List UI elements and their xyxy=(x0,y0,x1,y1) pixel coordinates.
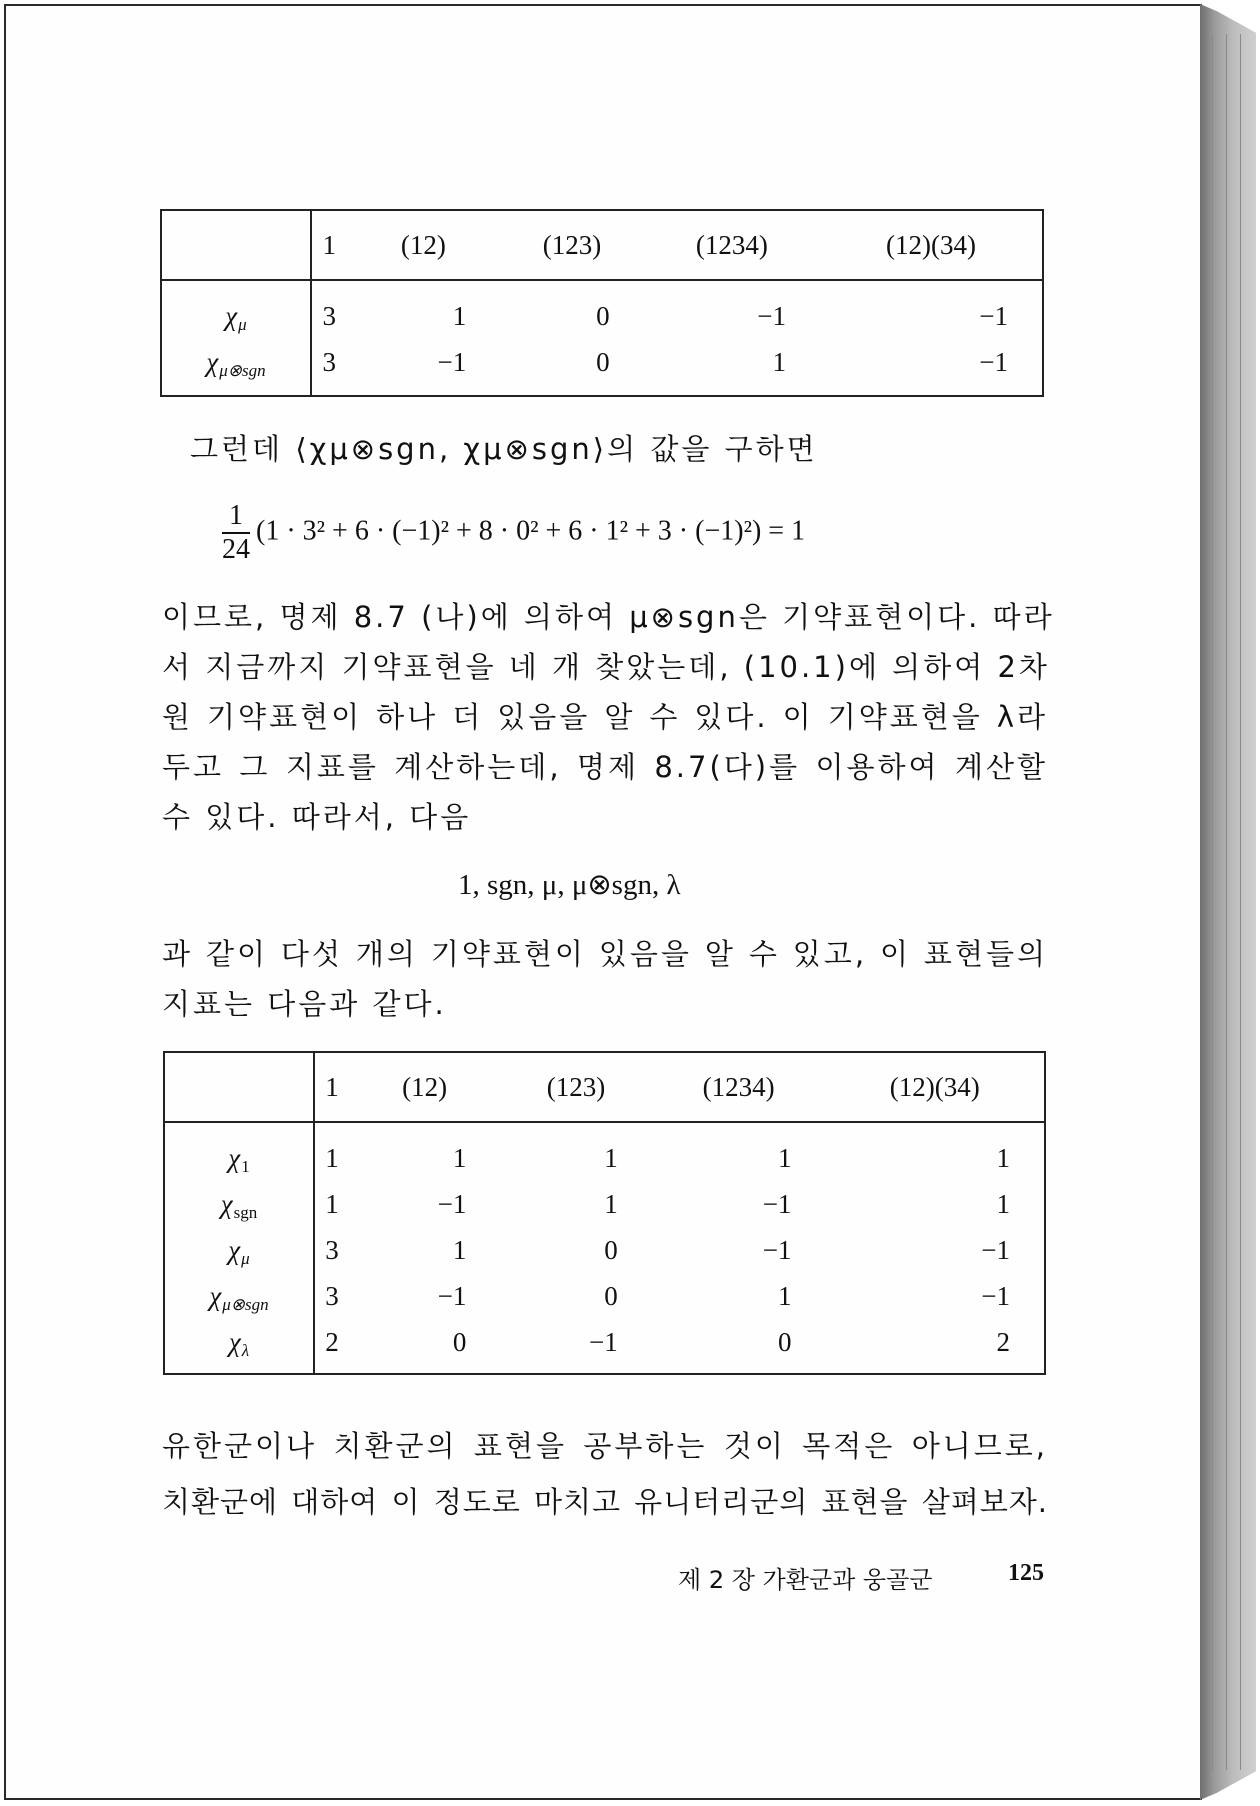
row-label: χsgn xyxy=(164,1181,314,1227)
table-cell: −1 xyxy=(589,1326,618,1357)
table-cell: −1 xyxy=(437,1280,467,1311)
row-label: χμ xyxy=(161,280,311,339)
equation-body: (1 · 3² + 6 · (−1)² + 8 · 0² + 6 · 1² + 3 · (−1)²) = 1 xyxy=(256,515,806,547)
text-line: 치환군에 대하여 이 정도로 마치고 유니터리군의 표현을 살펴보자. xyxy=(162,1485,1048,1519)
fraction-denominator: 24 xyxy=(222,534,250,565)
table-cell: −1 xyxy=(979,346,1008,377)
table-cell: −1 xyxy=(757,300,787,331)
table-row xyxy=(164,1181,1045,1227)
row-label: χλ xyxy=(164,1319,314,1374)
table-header-row xyxy=(161,210,1043,280)
table-cell: 1 xyxy=(325,1188,339,1219)
table-cell: 0 xyxy=(604,1234,618,1265)
column-header: (12) xyxy=(347,210,501,280)
row-label: χμ xyxy=(164,1227,314,1273)
column-header: (12)(34) xyxy=(820,210,1043,280)
table-row xyxy=(164,1122,1045,1181)
table-cell: 1 xyxy=(996,1188,1010,1219)
text-line: 이므로, 명제 8.7 (나)에 의하여 μ⊗sgn은 기약표현이다. 따라 xyxy=(162,600,1055,634)
table-cell: 0 xyxy=(596,300,610,331)
corner-cell xyxy=(161,210,311,280)
paragraph-closing xyxy=(162,1418,1048,1530)
table-cell: 1 xyxy=(452,1234,467,1265)
text-line: 서 지금까지 기약표현을 네 개 찾았는데, (10.1)에 의하여 2차 xyxy=(162,650,1050,684)
text-line: 지표는 다음과 같다. xyxy=(162,987,447,1021)
table-cell: 1 xyxy=(452,1142,467,1173)
table-cell: −1 xyxy=(981,1280,1010,1311)
table-cell: −1 xyxy=(762,1234,792,1265)
page-number: 125 xyxy=(1008,1560,1044,1586)
table-cell: −1 xyxy=(437,1188,467,1219)
column-header: (12) xyxy=(349,1052,500,1122)
table-cell: 1 xyxy=(604,1188,618,1219)
table-cell: −1 xyxy=(981,1234,1010,1265)
table-cell: 1 xyxy=(777,1280,792,1311)
table-header-row xyxy=(164,1052,1045,1122)
table-cell: 3 xyxy=(325,1280,339,1311)
column-header: (1234) xyxy=(644,210,820,280)
table-cell: 1 xyxy=(604,1142,618,1173)
column-header: 1 xyxy=(311,210,347,280)
text-line: 수 있다. 따라서, 다음 xyxy=(162,800,472,834)
table-row xyxy=(161,280,1043,339)
table-cell: 3 xyxy=(322,300,337,331)
representation-list: 1, sgn, μ, μ⊗sgn, λ xyxy=(458,869,681,901)
table-cell: 0 xyxy=(452,1326,467,1357)
table-row xyxy=(164,1273,1045,1319)
table-row xyxy=(164,1319,1045,1374)
table-cell: 2 xyxy=(325,1326,339,1357)
table-cell: −1 xyxy=(437,346,467,377)
table-cell: 0 xyxy=(596,346,610,377)
table-cell: −1 xyxy=(762,1188,792,1219)
table-cell: 1 xyxy=(452,300,467,331)
corner-cell xyxy=(164,1052,314,1122)
equation-inner-product xyxy=(222,500,805,566)
table-cell: 2 xyxy=(996,1326,1010,1357)
character-table-partial xyxy=(160,209,1044,397)
running-footer xyxy=(678,1560,1044,1595)
table-cell: 3 xyxy=(325,1234,339,1265)
text-line: 원 기약표현이 하나 더 있음을 알 수 있다. 이 기약표현을 λ라 xyxy=(162,700,1048,734)
column-header: (123) xyxy=(500,210,643,280)
table-cell: 1 xyxy=(996,1142,1010,1173)
table-cell: 1 xyxy=(777,1142,792,1173)
table-cell: 1 xyxy=(772,346,787,377)
table-cell: 1 xyxy=(325,1142,339,1173)
paragraph-irreducible xyxy=(162,592,1055,842)
character-table-s4 xyxy=(163,1051,1046,1375)
column-header: (1234) xyxy=(652,1052,826,1122)
page-stack-edge xyxy=(1200,4,1256,1800)
table-row xyxy=(161,339,1043,396)
text-line: 두고 그 지표를 계산하는데, 명제 8.7(다)를 이용하여 계산할 xyxy=(162,750,1048,784)
column-header: (12)(34) xyxy=(825,1052,1045,1122)
text-line: 유한군이나 치환군의 표현을 공부하는 것이 목적은 아니므로, xyxy=(162,1429,1048,1463)
table-cell: 3 xyxy=(322,346,337,377)
table-cell: 0 xyxy=(604,1280,618,1311)
row-label: χ1 xyxy=(164,1122,314,1181)
column-header: 1 xyxy=(314,1052,349,1122)
fraction xyxy=(222,500,250,566)
fraction-numerator: 1 xyxy=(222,500,250,534)
row-label: χμ⊗sgn xyxy=(164,1273,314,1319)
table-row xyxy=(164,1227,1045,1273)
paragraph-inner-product: 그런데 ⟨χμ⊗sgn, χμ⊗sgn⟩의 값을 구하면 xyxy=(190,432,818,466)
text-line: 과 같이 다섯 개의 기약표현이 있음을 알 수 있고, 이 표현들의 xyxy=(162,937,1048,971)
column-header: (123) xyxy=(500,1052,651,1122)
table-cell: 0 xyxy=(777,1326,792,1357)
table-cell: −1 xyxy=(979,300,1008,331)
row-label: χμ⊗sgn xyxy=(161,339,311,396)
chapter-title: 제 2 장 가환군과 웅골군 xyxy=(678,1566,933,1594)
paragraph-five-reps xyxy=(162,929,1048,1029)
